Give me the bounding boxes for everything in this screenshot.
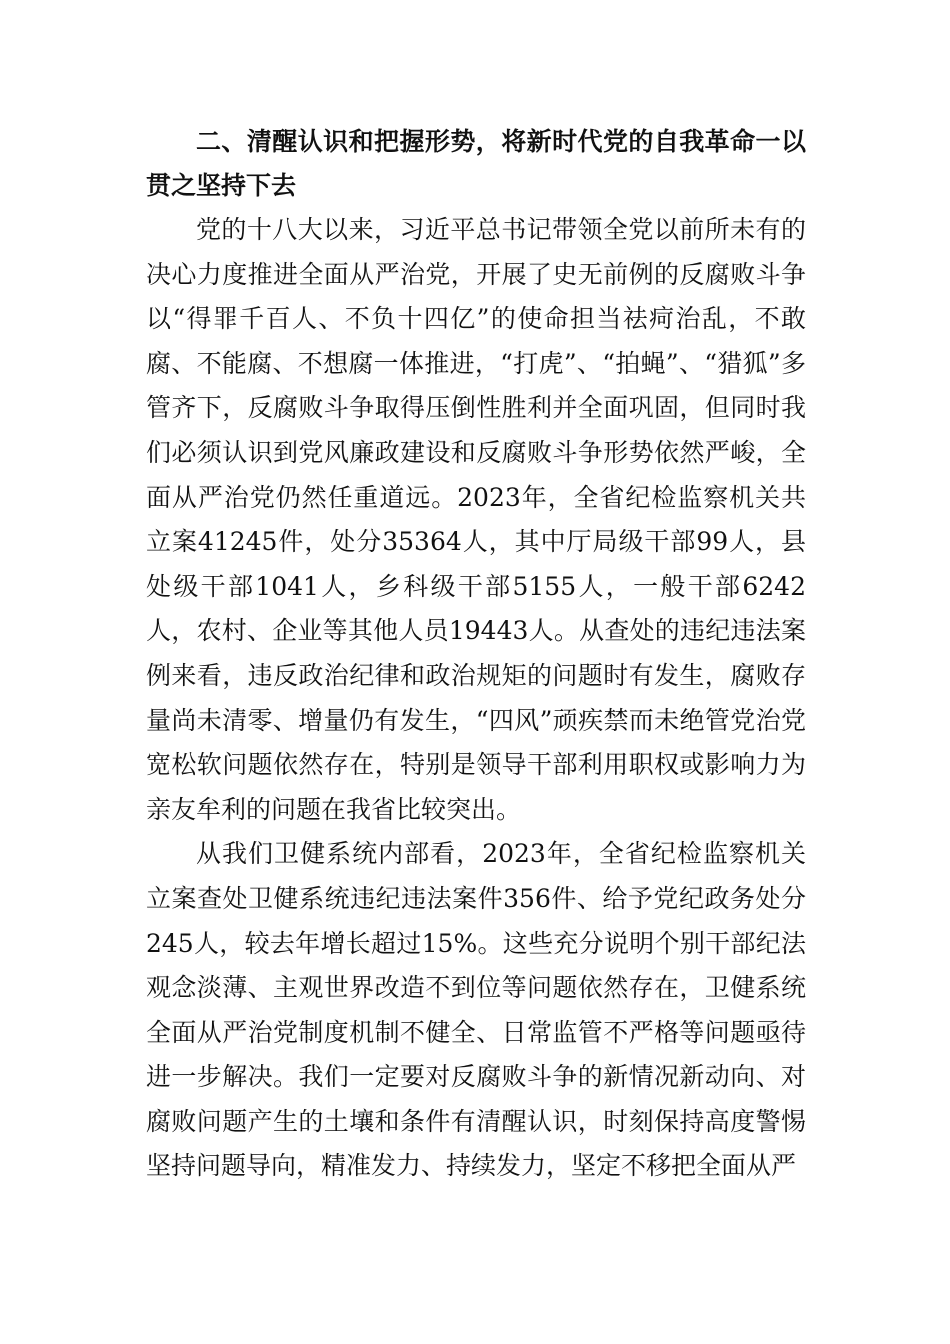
section-heading: 二、清醒认识和把握形势，将新时代党的自我革命一以贯之坚持下去 [146, 127, 806, 200]
document-body [146, 120, 806, 1189]
paragraph-1: 党的十八大以来，习近平总书记带领全党以前所未有的决心力度推进全面从严治党，开展了史无前例的反腐败斗争以“得罪千百人、不负十四亿”的使命担当祛疴治乱，不敢腐、不能腐、不想腐一体推进，“打虎”、“拍蝇”、“猎狐”多管齐下，反腐败斗争取得压倒性胜利并全面巩固，但同时我们必须认识到党风廉政建设和反腐败斗争形势依然严峻，全面从严治党仍然任重道远。2023年，全省纪检监察机关共立案41245件，处分35364人，其中厅局级干部99人，县处级干部1041人，乡科级干部5155人，一般干部6242人，农村、企业等其他人员19443人。从查处的违纪违法案例来看，违反政治纪律和政治规矩的问题时有发生，腐败存量尚未清零、增量仍有发生，“四风”顽疾禁而未绝管党治党宽松软问题依然存在，特别是领导干部利用职权或影响力为亲友牟利的问题在我省比较突出。 [146, 215, 806, 824]
paragraph-2: 从我们卫健系统内部看，2023年，全省纪检监察机关立案查处卫健系统违纪违法案件356件、给予党纪政务处分245人，较去年增长超过15%。这些充分说明个别干部纪法观念淡薄、主观世界改造不到位等问题依然存在，卫健系统全面从严治党制度机制不健全、日常监管不严格等问题亟待进一步解决。我们一定要对反腐败斗争的新情况新动向、对腐败问题产生的土壤和条件有清醒认识，时刻保持高度警惕坚持问题导向，精准发力、持续发力，坚定不移把全面从严 [146, 839, 806, 1181]
